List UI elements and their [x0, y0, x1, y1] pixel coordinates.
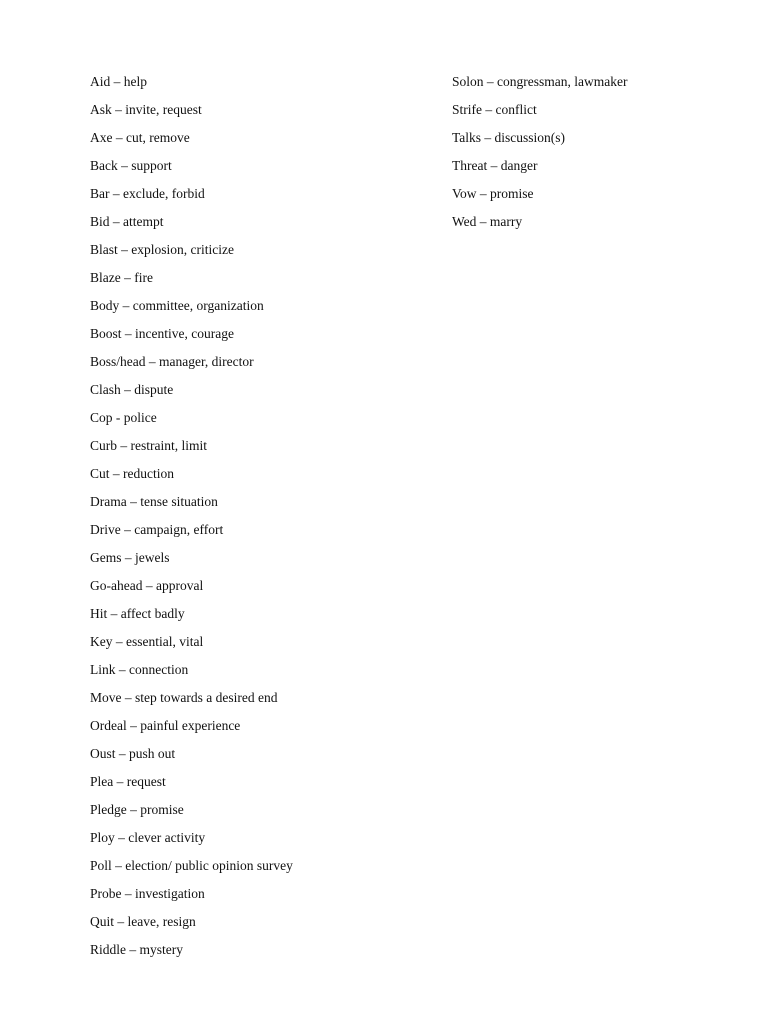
glossary-entry: Go-ahead – approval	[90, 578, 204, 593]
glossary-entry: Pledge – promise	[90, 802, 184, 817]
glossary-entry: Back – support	[90, 158, 172, 173]
glossary-entry: Poll – election/ public opinion survey	[90, 858, 293, 873]
glossary-entry: Bid – attempt	[90, 214, 164, 229]
glossary-entry: Ask – invite, request	[90, 102, 202, 117]
glossary-entry: Blast – explosion, criticize	[90, 242, 234, 257]
glossary-entry: Ploy – clever activity	[90, 830, 206, 845]
glossary-entry: Threat – danger	[452, 158, 538, 173]
glossary-entry: Talks – discussion(s)	[452, 130, 566, 145]
glossary-entry: Key – essential, vital	[90, 634, 204, 649]
glossary-entry: Gems – jewels	[90, 550, 170, 565]
glossary-entry: Drive – campaign, effort	[90, 522, 224, 537]
glossary-entry: Wed – marry	[452, 214, 523, 229]
glossary-entry: Cut – reduction	[90, 466, 174, 481]
glossary-entry: Move – step towards a desired end	[90, 690, 278, 705]
glossary-entry: Ordeal – painful experience	[90, 718, 241, 733]
glossary-entry: Probe – investigation	[90, 886, 205, 901]
glossary-entry: Plea – request	[90, 774, 166, 789]
glossary-entry: Axe – cut, remove	[90, 130, 190, 145]
glossary-entry: Strife – conflict	[452, 102, 537, 117]
glossary-entry: Clash – dispute	[90, 382, 174, 397]
glossary-entry: Quit – leave, resign	[90, 914, 196, 929]
glossary-entry: Blaze – fire	[90, 270, 153, 285]
glossary-entry: Cop - police	[90, 410, 157, 425]
glossary-column-left	[90, 71, 430, 967]
glossary-entry: Link – connection	[90, 662, 189, 677]
glossary-entry: Solon – congressman, lawmaker	[452, 74, 628, 89]
glossary-entry: Boost – incentive, courage	[90, 326, 234, 341]
glossary-entry: Curb – restraint, limit	[90, 438, 207, 453]
glossary-entry: Aid – help	[90, 74, 147, 89]
glossary-entry: Vow – promise	[452, 186, 534, 201]
glossary-entry: Boss/head – manager, director	[90, 354, 254, 369]
glossary-entry: Oust – push out	[90, 746, 176, 761]
glossary-column-right	[452, 71, 752, 239]
glossary-entry: Bar – exclude, forbid	[90, 186, 205, 201]
glossary-entry: Riddle – mystery	[90, 942, 183, 957]
glossary-entry: Body – committee, organization	[90, 298, 264, 313]
glossary-entry: Drama – tense situation	[90, 494, 218, 509]
glossary-entry: Hit – affect badly	[90, 606, 185, 621]
